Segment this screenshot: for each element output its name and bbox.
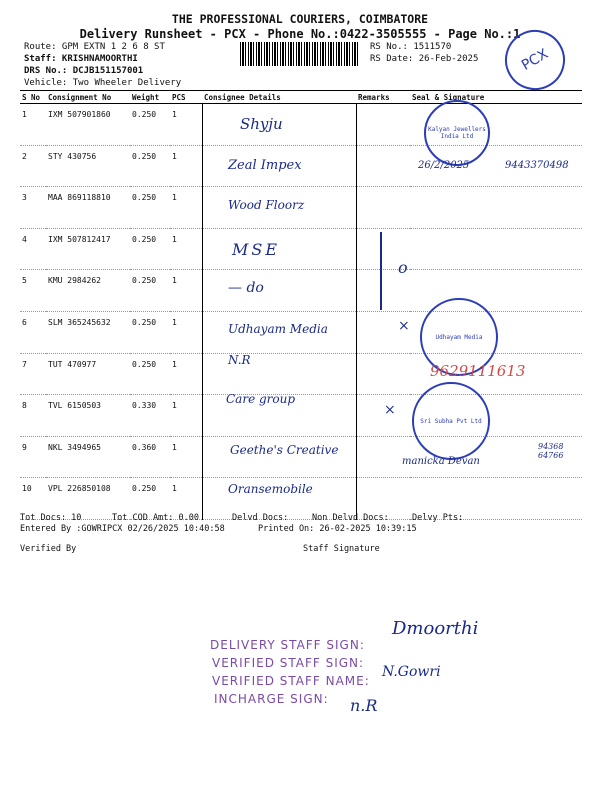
row-pcs: 1 xyxy=(170,145,202,187)
staff-signature-label: Staff Signature xyxy=(303,544,380,554)
table-row xyxy=(20,270,582,312)
entered-by: Entered By :GOWRIPCX 02/26/2025 10:40:58 xyxy=(20,524,225,534)
col-consignee: Consignee Details xyxy=(202,91,356,104)
remarks-mark-o: o xyxy=(398,258,408,277)
row-pcs: 1 xyxy=(170,436,202,478)
stamp-verified-staff-name: VERIFIED STAFF NAME: xyxy=(212,674,370,688)
barcode xyxy=(240,42,360,66)
row-sno: 9 xyxy=(20,436,46,478)
row-signature xyxy=(410,228,582,270)
row-weight: 0.330 xyxy=(130,395,170,437)
row-consignment: VPL 226850108 xyxy=(46,478,130,520)
pcx-stamp-text: PCX xyxy=(518,46,552,74)
handwritten-consignee-3: Wood Floorz xyxy=(228,198,305,212)
row-weight: 0.360 xyxy=(130,436,170,478)
signature-row9-number: 94368 64766 xyxy=(538,442,564,460)
col-consignment: Consignment No xyxy=(46,91,130,104)
row-remarks xyxy=(356,145,410,187)
seal-stamp-1 xyxy=(424,100,490,166)
runsheet-subtitle: Delivery Runsheet - PCX - Phone No.:0422-3505555 - Page No.:1 xyxy=(79,27,521,41)
seal-stamp-1-text: Kalyan Jewellers India Ltd xyxy=(428,126,486,140)
row-signature xyxy=(410,187,582,229)
remarks-bracket xyxy=(380,232,382,310)
handwritten-consignee-10: Oransemobile xyxy=(228,482,313,496)
row-consignment: KMU 2984262 xyxy=(46,270,130,312)
col-pcs: PCS xyxy=(170,91,202,104)
table-row xyxy=(20,228,582,270)
printed-on: Printed On: 26-02-2025 10:39:15 xyxy=(258,524,417,534)
row-consignment: MAA 869118810 xyxy=(46,187,130,229)
row-pcs: 1 xyxy=(170,311,202,353)
staff-label: Staff: KRISHNAMOORTHI xyxy=(24,54,138,64)
verified-by-label: Verified By xyxy=(20,544,77,554)
row-consignment: IXM 507812417 xyxy=(46,228,130,270)
col-weight: Weight xyxy=(130,91,170,104)
col-sno: S No xyxy=(20,91,46,104)
row-remarks xyxy=(356,353,410,395)
handwritten-incharge-sign: n.R xyxy=(350,696,378,715)
row-sno: 4 xyxy=(20,228,46,270)
seal-stamp-3 xyxy=(412,382,490,460)
row-sno: 1 xyxy=(20,104,46,146)
table-header-row xyxy=(20,91,582,104)
row-pcs: 1 xyxy=(170,270,202,312)
route-label: Route: GPM EXTN 1 2 6 8 ST xyxy=(24,42,165,52)
row-remarks xyxy=(356,395,410,437)
handwritten-staff-name: N.Gowri xyxy=(382,664,441,680)
row-weight: 0.250 xyxy=(130,478,170,520)
handwritten-consignee-4: MSE xyxy=(232,240,281,259)
row-pcs: 1 xyxy=(170,187,202,229)
row-sno: 7 xyxy=(20,353,46,395)
row-pcs: 1 xyxy=(170,104,202,146)
row-weight: 0.250 xyxy=(130,353,170,395)
non-delivered-docs: Non Delvd Docs: xyxy=(312,513,389,523)
row-consignment: SLM 365245632 xyxy=(46,311,130,353)
seal-stamp-3-text: Sri Subha Pvt Ltd xyxy=(420,417,482,425)
signature-row2-phone: 9443370498 xyxy=(505,160,569,171)
row-consignment: IXM 507901860 xyxy=(46,104,130,146)
row-pcs: 1 xyxy=(170,395,202,437)
col-remarks: Remarks xyxy=(356,91,410,104)
row-sno: 8 xyxy=(20,395,46,437)
row-consignment: TVL 6150503 xyxy=(46,395,130,437)
row-consignment: STY 430756 xyxy=(46,145,130,187)
handwritten-consignee-6: Udhayam Media xyxy=(228,322,328,336)
row-weight: 0.250 xyxy=(130,187,170,229)
delivery-points: Delvy Pts: xyxy=(412,513,464,523)
drs-label: DRS No.: DCJB151157001 xyxy=(24,66,144,76)
row-weight: 0.250 xyxy=(130,228,170,270)
handwritten-delivery-sign: Dmoorthi xyxy=(392,618,479,639)
company-title: THE PROFESSIONAL COURIERS, COIMBATORE xyxy=(171,12,429,26)
handwritten-consignee-2: Zeal Impex xyxy=(228,158,302,173)
row-consignment: NKL 3494965 xyxy=(46,436,130,478)
signature-row8-phone: 9629111613 xyxy=(430,362,526,380)
handwritten-consignee-9: Geethe's Creative xyxy=(230,443,339,457)
row-pcs: 1 xyxy=(170,478,202,520)
row-consignee xyxy=(202,270,356,312)
row-weight: 0.250 xyxy=(130,311,170,353)
remarks-mark-x: × xyxy=(398,318,410,334)
delivered-docs: Delvd Docs: xyxy=(232,513,289,523)
row-consignment: TUT 470977 xyxy=(46,353,130,395)
row-sno: 2 xyxy=(20,145,46,187)
stamp-verified-staff-sign: VERIFIED STAFF SIGN: xyxy=(212,656,365,670)
total-cod: Tot COD Amt: 0.00 xyxy=(112,513,199,523)
row-consignee xyxy=(202,353,356,395)
vehicle-label: Vehicle: Two Wheeler Delivery xyxy=(24,78,182,88)
signature-row9-name: manicka Devan xyxy=(402,456,480,467)
remarks-mark-x2: × xyxy=(384,402,396,418)
table-row xyxy=(20,104,582,146)
row-pcs: 1 xyxy=(170,228,202,270)
stamp-delivery-staff-sign: DELIVERY STAFF SIGN: xyxy=(210,638,365,652)
row-remarks xyxy=(356,187,410,229)
row-sno: 10 xyxy=(20,478,46,520)
row-pcs: 1 xyxy=(170,353,202,395)
total-docs: Tot Docs: 10 xyxy=(20,513,82,523)
col-seal-signature: Seal & Signature xyxy=(410,91,582,104)
row-sno: 3 xyxy=(20,187,46,229)
row-weight: 0.250 xyxy=(130,104,170,146)
row-sno: 6 xyxy=(20,311,46,353)
row-weight: 0.250 xyxy=(130,270,170,312)
handwritten-consignee-5: — do xyxy=(228,280,264,296)
stamp-incharge-sign: INCHARGE SIGN: xyxy=(214,692,329,706)
handwritten-consignee-1: Shyju xyxy=(240,115,283,133)
rs-number: RS No.: 1511570 xyxy=(370,42,452,52)
row-weight: 0.250 xyxy=(130,145,170,187)
signature-row2-date: 26/2/2025 xyxy=(418,160,470,171)
row-remarks xyxy=(356,104,410,146)
seal-stamp-2-text: Udhayam Media xyxy=(435,333,483,341)
handwritten-consignee-7: N.R xyxy=(228,353,251,367)
handwritten-consignee-8: Care group xyxy=(226,392,296,406)
row-sno: 5 xyxy=(20,270,46,312)
rs-date: RS Date: 26-Feb-2025 xyxy=(370,54,479,64)
